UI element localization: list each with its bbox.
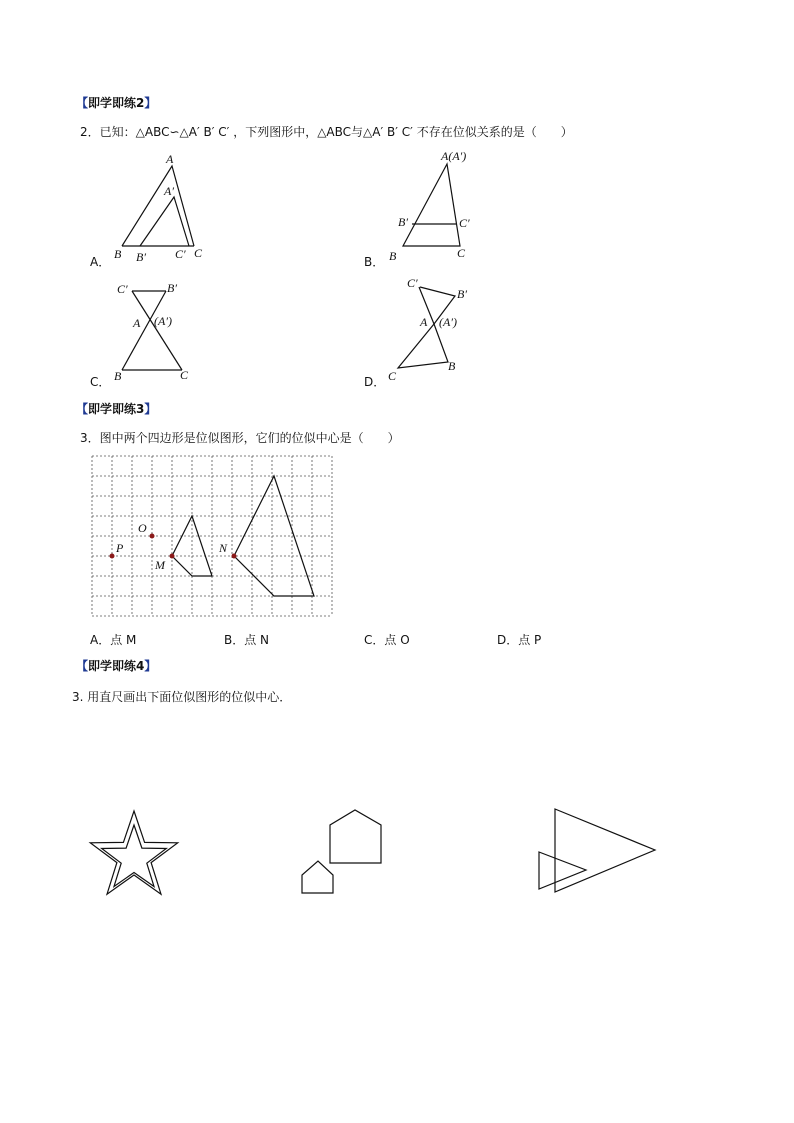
question-2-text: 2．已知：△ABC∽△A′ B′ C′ ，下列图形中，△ABC与△A′ B′ C′ 不存在位似关系的是（ ） bbox=[80, 125, 573, 139]
grid-label-N: N bbox=[219, 541, 228, 555]
grid-label-O: O bbox=[138, 521, 147, 535]
figure-c bbox=[114, 281, 189, 383]
point-P-dot bbox=[110, 554, 115, 559]
option-c-letter: C． bbox=[90, 375, 111, 389]
grid-lines bbox=[92, 456, 332, 616]
figure-a-outer-triangle bbox=[122, 166, 194, 246]
figure-b-label-C: C bbox=[457, 246, 466, 260]
figure-a-label-A: A bbox=[166, 152, 174, 166]
figure-c-label-C: C bbox=[180, 368, 189, 382]
option-b-letter: B． bbox=[364, 255, 385, 269]
point-N-dot bbox=[232, 554, 237, 559]
heading-bracket-open: 【 bbox=[76, 96, 89, 110]
figure-d bbox=[388, 276, 467, 383]
figure-a bbox=[114, 152, 203, 264]
figure-b-big-triangle bbox=[403, 164, 460, 246]
grid-label-M: M bbox=[155, 558, 165, 572]
figure-a-label-Cp: C′ bbox=[175, 247, 186, 261]
option-3-a: A．点 M bbox=[90, 633, 137, 647]
figure-a-label-Bp: B′ bbox=[136, 250, 146, 264]
figure-b-label-Cp: C′ bbox=[459, 216, 470, 230]
heading-title: 即学即练3 bbox=[88, 402, 145, 416]
point-M-dot bbox=[170, 554, 175, 559]
option-3-d: D．点 P bbox=[497, 633, 542, 647]
figure-d-big-triangle bbox=[398, 324, 448, 368]
house-figure bbox=[302, 810, 381, 893]
triangle-large bbox=[555, 809, 655, 892]
option-d-letter: D． bbox=[364, 375, 386, 389]
grid-label-P: P bbox=[116, 541, 124, 555]
heading-title: 即学即练4 bbox=[88, 659, 145, 673]
figure-c-label-B: B bbox=[114, 369, 122, 383]
grid-figure bbox=[92, 456, 332, 616]
triangle-small bbox=[539, 852, 586, 889]
point-O-dot bbox=[150, 534, 155, 539]
star-figure bbox=[90, 811, 177, 894]
figure-a-label-Ap: A′ bbox=[164, 184, 174, 198]
question-3-text: 3．图中两个四边形是位似图形，它们的位似中心是（ ） bbox=[80, 431, 400, 445]
option-3-b: B．点 N bbox=[224, 633, 270, 647]
figure-c-cross-2 bbox=[122, 291, 166, 370]
figure-c-label-Cp: C′ bbox=[117, 282, 128, 296]
figure-c-label-Bp: B′ bbox=[167, 281, 177, 295]
house-small bbox=[302, 861, 333, 893]
figure-a-label-B: B bbox=[114, 247, 122, 261]
figure-d-label-Ap: (A′) bbox=[439, 315, 457, 329]
figure-b-label-AAp: A(A′) bbox=[441, 149, 467, 163]
heading-title: 即学即练2 bbox=[88, 96, 145, 110]
star-inner bbox=[102, 825, 167, 887]
question-4-text: 3. 用直尺画出下面位似图形的位似中心． bbox=[72, 690, 292, 704]
figure-c-label-A: A bbox=[133, 316, 141, 330]
figure-d-label-Bp: B′ bbox=[457, 287, 467, 301]
house-large bbox=[330, 810, 381, 863]
figure-c-label-Ap: (A′) bbox=[154, 314, 172, 328]
figure-b bbox=[389, 149, 470, 263]
option-a-letter: A． bbox=[90, 255, 111, 269]
section-heading-3 bbox=[76, 400, 156, 417]
figure-d-label-Cp: C′ bbox=[407, 276, 418, 290]
triangle-figure bbox=[539, 809, 655, 892]
option-3-c: C．点 O bbox=[364, 633, 410, 647]
figure-b-label-B: B bbox=[389, 249, 397, 263]
figure-c-cross-1 bbox=[132, 291, 182, 370]
heading-bracket-close: 】 bbox=[144, 402, 157, 416]
heading-bracket-open: 【 bbox=[76, 659, 89, 673]
figure-d-label-C: C bbox=[388, 369, 397, 383]
section-heading-4 bbox=[76, 657, 156, 674]
heading-bracket-open: 【 bbox=[76, 402, 89, 416]
figure-b-label-Bp: B′ bbox=[398, 215, 408, 229]
heading-bracket-close: 】 bbox=[144, 659, 157, 673]
heading-bracket-close: 】 bbox=[144, 96, 157, 110]
figure-a-label-C: C bbox=[194, 246, 203, 260]
figure-d-label-B: B bbox=[448, 359, 456, 373]
figure-d-label-A: A bbox=[420, 315, 428, 329]
